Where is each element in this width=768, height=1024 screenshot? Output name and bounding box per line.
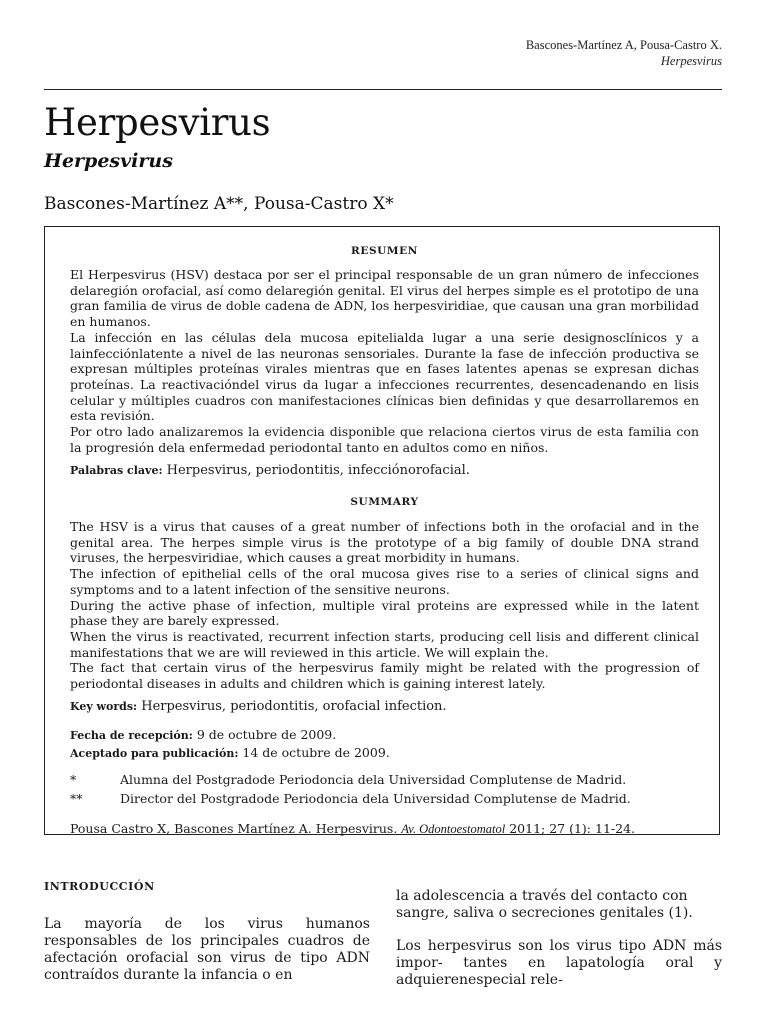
introduccion-left-text: La mayoría de los virus humanos responsables de los principales cuadros de afectación orofacial son virus de tipo ADN contraídos durante la infancia o en [44, 916, 370, 983]
introduccion-right-para1: la adolescencia a través del contacto con sangre, saliva o secreciones genitales (1). [396, 888, 693, 921]
resumen-keywords [70, 463, 470, 478]
right-column [396, 888, 722, 989]
dates-block [70, 726, 390, 762]
article-subtitle: Herpesvirus [44, 150, 173, 172]
summary-paragraph: During the active phase of infection, multiple viral proteins are expressed while in the latent phase they are barely expressed. [70, 597, 699, 629]
keywords-value: Herpesvirus, periodontitis, orofacial infection. [141, 699, 447, 714]
running-head [526, 37, 722, 69]
article-title: Herpesvirus [44, 101, 271, 144]
accepted-label: Aceptado para publicación: [70, 747, 239, 760]
resumen-body [70, 267, 699, 455]
affiliation-item [70, 770, 631, 789]
affiliation-mark: ** [70, 791, 83, 806]
keywords-value: Herpesvirus, periodontitis, infecciónorofacial. [166, 463, 470, 478]
summary-heading: SUMMARY [350, 496, 419, 508]
summary-paragraph: The fact that certain virus of the herpesvirus family might be related with the progression of periodontal diseases in adults and children which is gaining interest lately. [70, 660, 699, 692]
affiliation-mark: * [70, 772, 77, 787]
header-rule [44, 89, 722, 90]
summary-paragraph: The HSV is a virus that causes of a great number of infections both in the orofacial and in the genital area. The herpes simple virus is the prototype of a big family of double DNA strand viruses, the herpesviridiae, which causes a great morbidity in humans. [70, 519, 699, 566]
affiliation-text: Alumna del Postgradode Periodoncia dela Universidad Complutense de Madrid. [120, 772, 627, 787]
citation-authors: Pousa Castro X, Bascones Martínez A. Herpesvirus. [70, 821, 398, 836]
left-column [44, 880, 370, 984]
accepted-date [70, 744, 390, 762]
citation-journal: Av. Odontoestomatol [401, 822, 506, 836]
summary-body [70, 519, 699, 692]
citation-ref: 2011; 27 (1): 11-24. [509, 821, 635, 836]
summary-paragraph: When the virus is reactivated, recurrent infection starts, producing cell lisis and different clinical manifestations that we are will reviewed in this article. We will explain the. [70, 628, 699, 660]
received-date [70, 726, 390, 744]
accepted-value: 14 de octubre de 2009. [242, 745, 390, 760]
summary-paragraph: The infection of epithelial cells of the oral mucosa gives rise to a series of clinical signs and symptoms and to a latent infection of the sensitive neurons. [70, 566, 699, 597]
summary-keywords [70, 699, 447, 714]
introduccion-heading: INTRODUCCIÓN [44, 880, 155, 893]
received-value: 9 de octubre de 2009. [196, 727, 337, 742]
affiliation-item [70, 789, 631, 808]
keywords-label: Palabras clave: [70, 464, 163, 477]
affiliation-text: Director del Postgradode Periodoncia dela Universidad Complutense de Madrid. [120, 791, 631, 806]
abstract-box [44, 226, 720, 835]
resumen-paragraph: Por otro lado analizaremos la evidencia disponible que relaciona ciertos virus de esta familia con la progresión dela enfermedad periodontal tanto en adultos como en niños. [70, 424, 699, 455]
introduccion-right-para2: Los herpesvirus son los virus tipo ADN más impor- tantes en lapatología oral y adquierenespecial rele- [396, 938, 722, 988]
running-head-title: Herpesvirus [660, 54, 722, 68]
affiliations [70, 770, 631, 808]
running-head-authors: Bascones-Martínez A, Pousa-Castro X. [525, 38, 722, 52]
resumen-paragraph: El Herpesvirus (HSV) destaca por ser el principal responsable de un gran número de infecciones delaregión orofacial, así como delaregión genital. El virus del herpes simple es el prototipo de una gran familia de virus de doble cadena de ADN, los herpesviridiae, que causan una gran morbilidad en humanos. [70, 267, 699, 330]
resumen-paragraph: La infección en las células dela mucosa epitelialda lugar a una serie designosclínicos y a lainfecciónlatente a nivel de las neuronas sensoriales. Durante la fase de infección productiva se expresan múltiples proteínas virales mientras que en fases latentes apenas se expresan dichas proteínas. La reactivacióndel virus da lugar a infecciones recurrentes, desencadenando en lisis celular y múltiples cuadros con manifestaciones clínicas bien definidas y que desarrollaremos en esta revisión. [70, 329, 699, 424]
article-authors: Bascones-Martínez A**, Pousa-Castro X* [44, 194, 394, 214]
resumen-heading: RESUMEN [351, 245, 418, 257]
keywords-label: Key words: [70, 700, 138, 713]
received-label: Fecha de recepción: [70, 729, 193, 742]
citation [70, 821, 635, 837]
